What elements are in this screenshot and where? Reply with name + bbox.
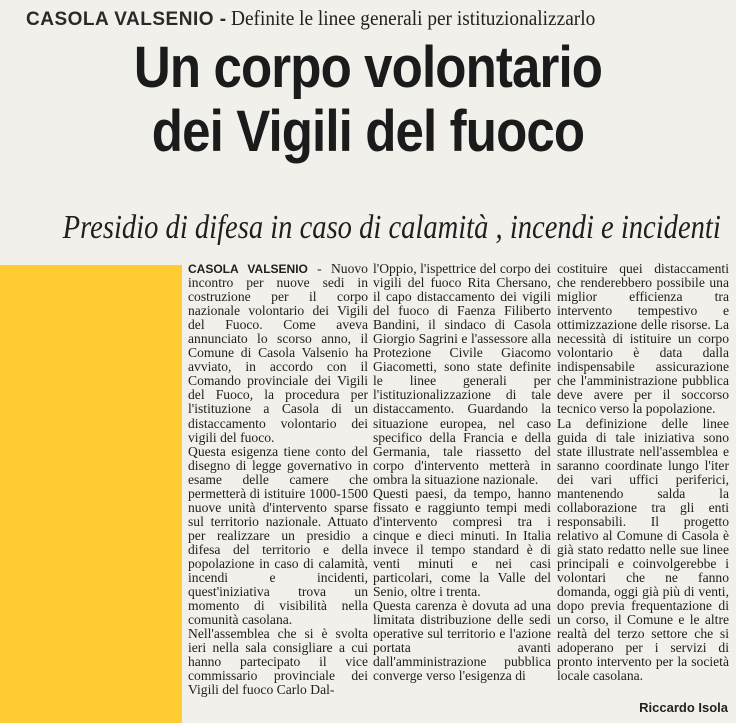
paragraph <box>188 262 368 445</box>
kicker-place: CASOLA VALSENIO - <box>26 9 227 30</box>
article-column-1 <box>188 262 368 697</box>
paragraph: Questa esigenza tiene conto del disegno di legge governativo in esame delle camere che permetterà di istituire 1000-1500 nuove unità d'intervento sparse sul territorio nazionale. Attuato per realizzare un presidio a difesa del territorio e della popolazione in caso di calamità, incendi e incidenti, quest'iniziativa trova un momento di visibilità nella comunità casolana. <box>188 443 368 628</box>
paragraph: La definizione delle linee guida di tale iniziativa sono state illustrate nell'assemblea e saranno coordinate lungo l'iter dei vari uffici periferici, mantenendo salda la collaborazione tra gli enti responsabili. Il progetto relativo al Comune di Casola è già stato redatto nelle sue linee principali e coinvolgerebbe i volontari che ne fanno domanda, oggi già più di venti, dopo previa frequentazione di un corso, il Comune e le altre realtà del terzo settore che si adoperano per i servizi di pronto intervento per la società locale casolana. <box>557 415 729 684</box>
deck <box>0 208 736 248</box>
paragraph-text: - Nuovo incontro per nuove sedi in costruzione per il corpo nazionale volontario dei Vigili del Fuoco. Come aveva annunciato lo scorso anno, il Comune di Casola Valsenio ha avviato, in accordo con il Comando provinciale dei Vigili del Fuoco, la procedura per l'istituzione a Casola di un distaccamento volontario dei vigili del fuoco. <box>188 261 368 445</box>
deck-text: Presidio di difesa in caso di calamità , incendi e incidenti <box>62 209 721 246</box>
paragraph: costituire quei distaccamenti che renderebbero possibile una miglior efficienza tra intervento tempestivo e ottimizzazione delle risorse. La necessità di istituire un corpo volontario è data dalla indispensabile assicurazione che l'amministrazione pubblica deve avere per il soccorso tecnico verso la popolazione. <box>557 261 729 417</box>
headline <box>0 36 736 164</box>
paragraph: Nell'assemblea che si è svolta ieri nella sala consigliare a cui hanno partecipato il vice commissario provinciale dei Vigili del fuoco Carlo Dal- <box>188 626 368 698</box>
dateline: CASOLA VALSENIO <box>188 262 308 276</box>
article-column-3 <box>557 262 729 683</box>
paragraph: l'Oppio, l'ispettrice del corpo dei vigili del fuoco Rita Chersano, il capo distaccamento dei vigili del fuoco di Faenza Filiberto Bandini, il sindaco di Casola Giorgio Sagrini e l'assessore alla Protezione Civile Giacomo Giacometti, sono state definite le linee generali per l'istituzionalizzazione di tale distaccamento. Guardando la situazione europea, nel caso specifico della Francia e della Germania, tale riassetto del corpo d'intervento metterà in ombra la situazione nazionale. <box>373 261 551 487</box>
paragraph: Questi paesi, da tempo, hanno fissato e raggiunto tempi medi d'intervento compresi tra i cinque e dieci minuti. In Italia invece il tempo standard è di venti minuti e nei casi particolari, come la Valle del Senio, oltre i trenta. <box>373 485 551 600</box>
kicker-subtitle: Definite le linee generali per istituzionalizzarlo <box>230 6 595 30</box>
kicker <box>26 3 726 33</box>
paragraph: Questa carenza è dovuta ad una limitata distribuzione delle sedi operative sul territorio e l'azione portata avanti dall'amministrazione pubblica converge verso l'esigenza di <box>373 598 551 684</box>
headline-line-1: Un corpo volontario <box>133 35 603 100</box>
headline-line-2: dei Vigili del fuoco <box>151 99 585 164</box>
byline: Riccardo Isola <box>639 700 728 715</box>
article-column-2 <box>373 262 551 683</box>
photo-placeholder <box>0 265 182 723</box>
